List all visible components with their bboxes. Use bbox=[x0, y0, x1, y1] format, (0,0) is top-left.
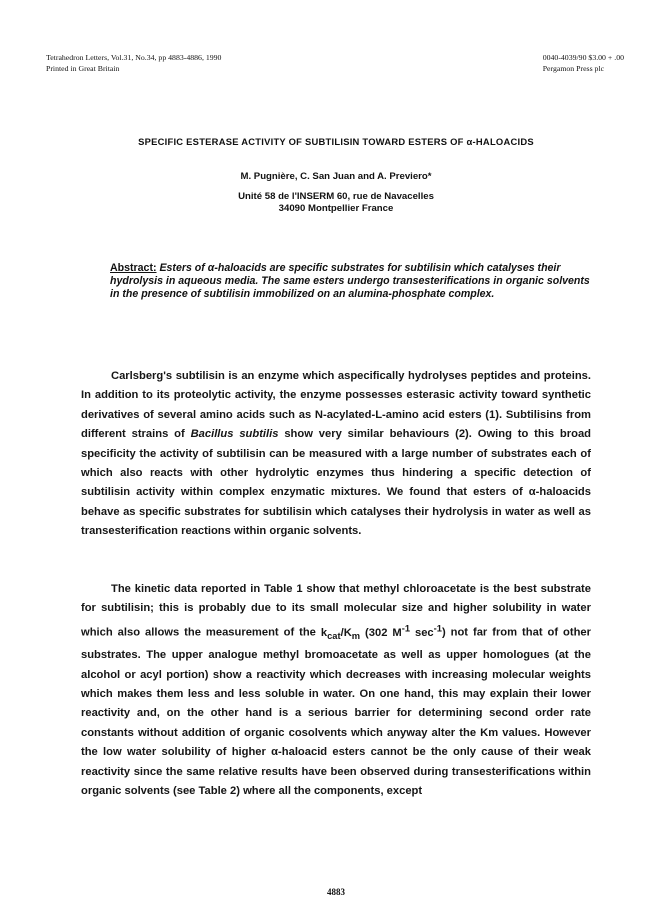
page-number: 4883 bbox=[327, 887, 345, 897]
affiliation-line-2: 34090 Montpellier France bbox=[278, 203, 394, 214]
abstract-text: Esters of α-haloacids are specific substrates for subtilisin which catalyses their hydrolysis in aqueous media. The same esters undergo transesterifications in organic solvents in the presence of subtilisin immobilized on an alumina-phosphate complex. bbox=[110, 262, 590, 301]
body-paragraph-2 bbox=[81, 580, 591, 801]
affiliation bbox=[0, 191, 672, 215]
journal-header-left bbox=[46, 52, 221, 74]
p1-text-a: Carlsberg's subtilisin is an enzyme which aspecifically hydrolyses peptides and proteins. In addition to its proteolytic activity, the enzyme possesses esterasic activity toward synthetic derivatives of several amino acids such as N-acylated-L-amino acid esters (1). Subtilisins from different strains of bbox=[81, 370, 591, 441]
printed-in: Printed in Great Britain bbox=[46, 64, 120, 73]
abstract bbox=[110, 262, 600, 302]
abstract-label: Abstract: bbox=[110, 262, 157, 274]
article-code: 0040-4039/90 $3.00 + .00 bbox=[542, 53, 624, 62]
affiliation-line-1: Unité 58 de l'INSERM 60, rue de Navacelles bbox=[238, 191, 434, 202]
species-name: Bacillus subtilis bbox=[190, 428, 279, 441]
kcat-km-expression: $k_{cat}/K_m$ (302 $M^{-1}$ $\sec^{-1}$ bbox=[320, 622, 442, 641]
p1-text-b: show very similar behaviours (2). Owing to this broad specificity the activity of subtilisin can be measured with a large number of substrates each of which also reacts with other hydrolytic enzymes thus hindering a specific detection of subtilisin activity within complex enzymatic mixtures. We found that esters of α-haloacids behave as specific substrates for subtilisin which catalyses their hydrolysis in water as well as transesterification reactions within organic solvents. bbox=[81, 428, 591, 538]
journal-header-right bbox=[543, 52, 624, 74]
journal-citation: Tetrahedron Letters, Vol.31, No.34, pp 4883-4886, 1990 bbox=[46, 53, 222, 62]
paper-title: SPECIFIC ESTERASE ACTIVITY OF SUBTILISIN TOWARD ESTERS OF α-HALOACIDS bbox=[138, 136, 534, 147]
p2-text-a: The kinetic data reported in Table 1 show that methyl chloroacetate is the best substrate for subtilisin; this is probably due to its small molecular size and higher solubility in water which also allows the measurement of the bbox=[81, 583, 591, 639]
p2-text-b: ) not far from that of other substrates. The upper analogue methyl bromoacetate as well as upper homologues (at the alcohol or acyl portion) show a reactivity which decreases with increasing molecular weights which makes them less and less soluble in water. On one hand, this may explain their lower reactivity and, on the other hand is a serious barrier for determining second order rate constants without addition of organic cosolvents which anyway alter the Km values. However the low water solubility of higher α-haloacid esters cannot be the only cause of their weak reactivity since the same relative results have been observed during transesterifications within organic solvents (see Table 2) where all the components, except bbox=[81, 626, 591, 798]
author-list: M. Pugnière, C. San Juan and A. Previero* bbox=[240, 171, 432, 182]
publisher: Pergamon Press plc bbox=[542, 64, 605, 73]
body-paragraph-1 bbox=[81, 367, 591, 542]
